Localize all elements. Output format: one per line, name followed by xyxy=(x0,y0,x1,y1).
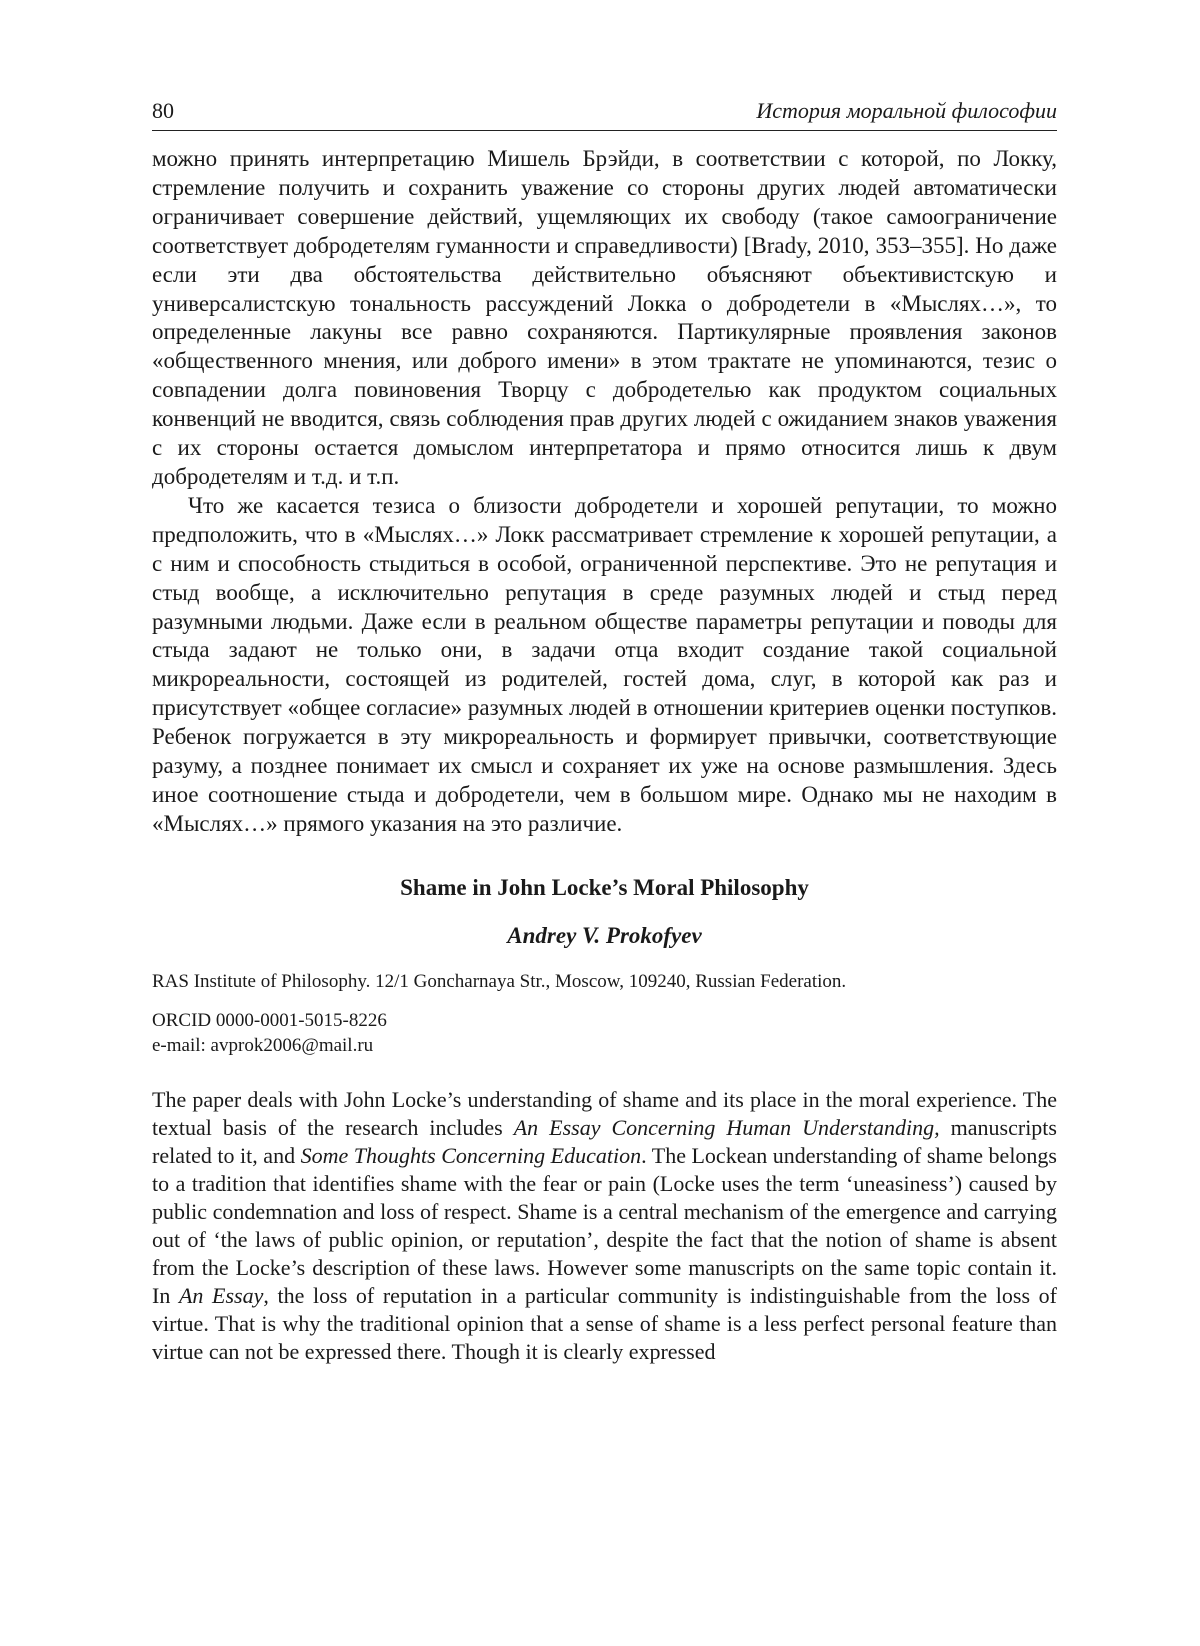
body-paragraph-1: можно принять интерпретацию Мишель Брэйди, в соответствии с которой, по Локку, стремление получить и сохранить уважение со стороны других людей автоматически ограничивает совершение действий, ущемляющих их свободу (такое самоограничение соответствует добродетелям гуманности и справедливости) [Brady, 2010, 353–355]. Но даже если эти два обстоятельства действительно объясняют объективистскую и универсалистскую тональность рассуждений Локка о добродетели в «Мыслях…», то определенные лакуны все равно сохраняются. Партикулярные проявления законов «общественного мнения, или доброго имени» в этом трактате не упоминаются, тезис о совпадении долга повиновения Творцу с добродетелью как продуктом социальных конвенций не вводится, связь соблюдения прав других людей с ожиданием знаков уважения с их стороны остается домыслом интерпретатора и прямо относится лишь к двум добродетелям и т.д. и т.п. xyxy=(152,146,1057,489)
page-number: 80 xyxy=(152,98,174,123)
abstract-italic-essay-title: An Essay Concerning Human Understanding, xyxy=(513,1114,940,1140)
abstract-italic-thoughts-title: Some Thoughts Concerning Education xyxy=(300,1142,642,1168)
abstract-segment-1: The paper deals with John Locke’s understanding of shame and its place in the moral experience. The textual basis of the research includes xyxy=(152,1086,1057,1140)
running-header xyxy=(152,98,1057,131)
abstract-segment-4: , the loss of reputation in a particular community is indistinguishable from the loss of virtue. That is why the traditional opinion that a sense of shame is a less perfect personal feature than virtue can not be expressed there. Though it is clearly expressed xyxy=(152,1282,1057,1364)
abstract-italic-essay-short: An Essay xyxy=(178,1282,264,1308)
abstract-text xyxy=(152,1086,1057,1366)
journal-title: История моральной философии xyxy=(756,98,1057,123)
abstract-segment-3: . The Lockean understanding of shame belongs to a tradition that identifies shame with the fear or pain (Locke uses the term ‘uneasiness’) caused by public condemnation and loss of respect. Shame is a central mechanism of the emergence and carrying out of ‘the laws of public opinion, or reputation’, despite the fact that the notion of shame is absent from the Locke’s description of these laws. However some manuscripts on the same topic contain it. In xyxy=(152,1142,1057,1308)
author-name: Andrey V. Prokofyev xyxy=(507,922,702,948)
author-contacts xyxy=(152,1008,1057,1058)
page xyxy=(152,98,1057,1366)
article-title-en: Shame in John Locke’s Moral Philosophy xyxy=(400,874,809,900)
main-text xyxy=(152,145,1057,839)
body-paragraph-2: Что же касается тезиса о близости добродетели и хорошей репутации, то можно предположить, что в «Мыслях…» Локк рассматривает стремление к хорошей репутации, а с ним и способность стыдиться в особой, ограниченной перспективе. Это не репутация и стыд вообще, а исключительно репутация в среде разумных людей и стыд перед разумными людьми. Даже если в реальном обществе параметры репутации и поводы для стыда задают не только они, в задачи отца входит создание такой социальной микрореальности, состоящей из родителей, гостей дома, слуг, в которой как раз и присутствует «общее согласие» разумных людей в отношении критериев оценки поступков. Ребенок погружается в эту микрореальность и формирует привычки, соответствующие разуму, а позднее понимает их смысл и сохраняет их уже на основе размышления. Здесь иное соотношение стыда и добродетели, чем в большом мире. Однако мы не находим в «Мыслях…» прямого указания на это различие. xyxy=(152,492,1057,836)
orcid-id: ORCID 0000-0001-5015-8226 xyxy=(152,1009,387,1031)
email-address: e-mail: avprok2006@mail.ru xyxy=(152,1034,374,1056)
abstract-segment-2: manuscripts related to it, and xyxy=(152,1114,1057,1168)
author-affiliation: RAS Institute of Philosophy. 12/1 Goncharnaya Str., Moscow, 109240, Russian Federation. xyxy=(152,970,847,992)
